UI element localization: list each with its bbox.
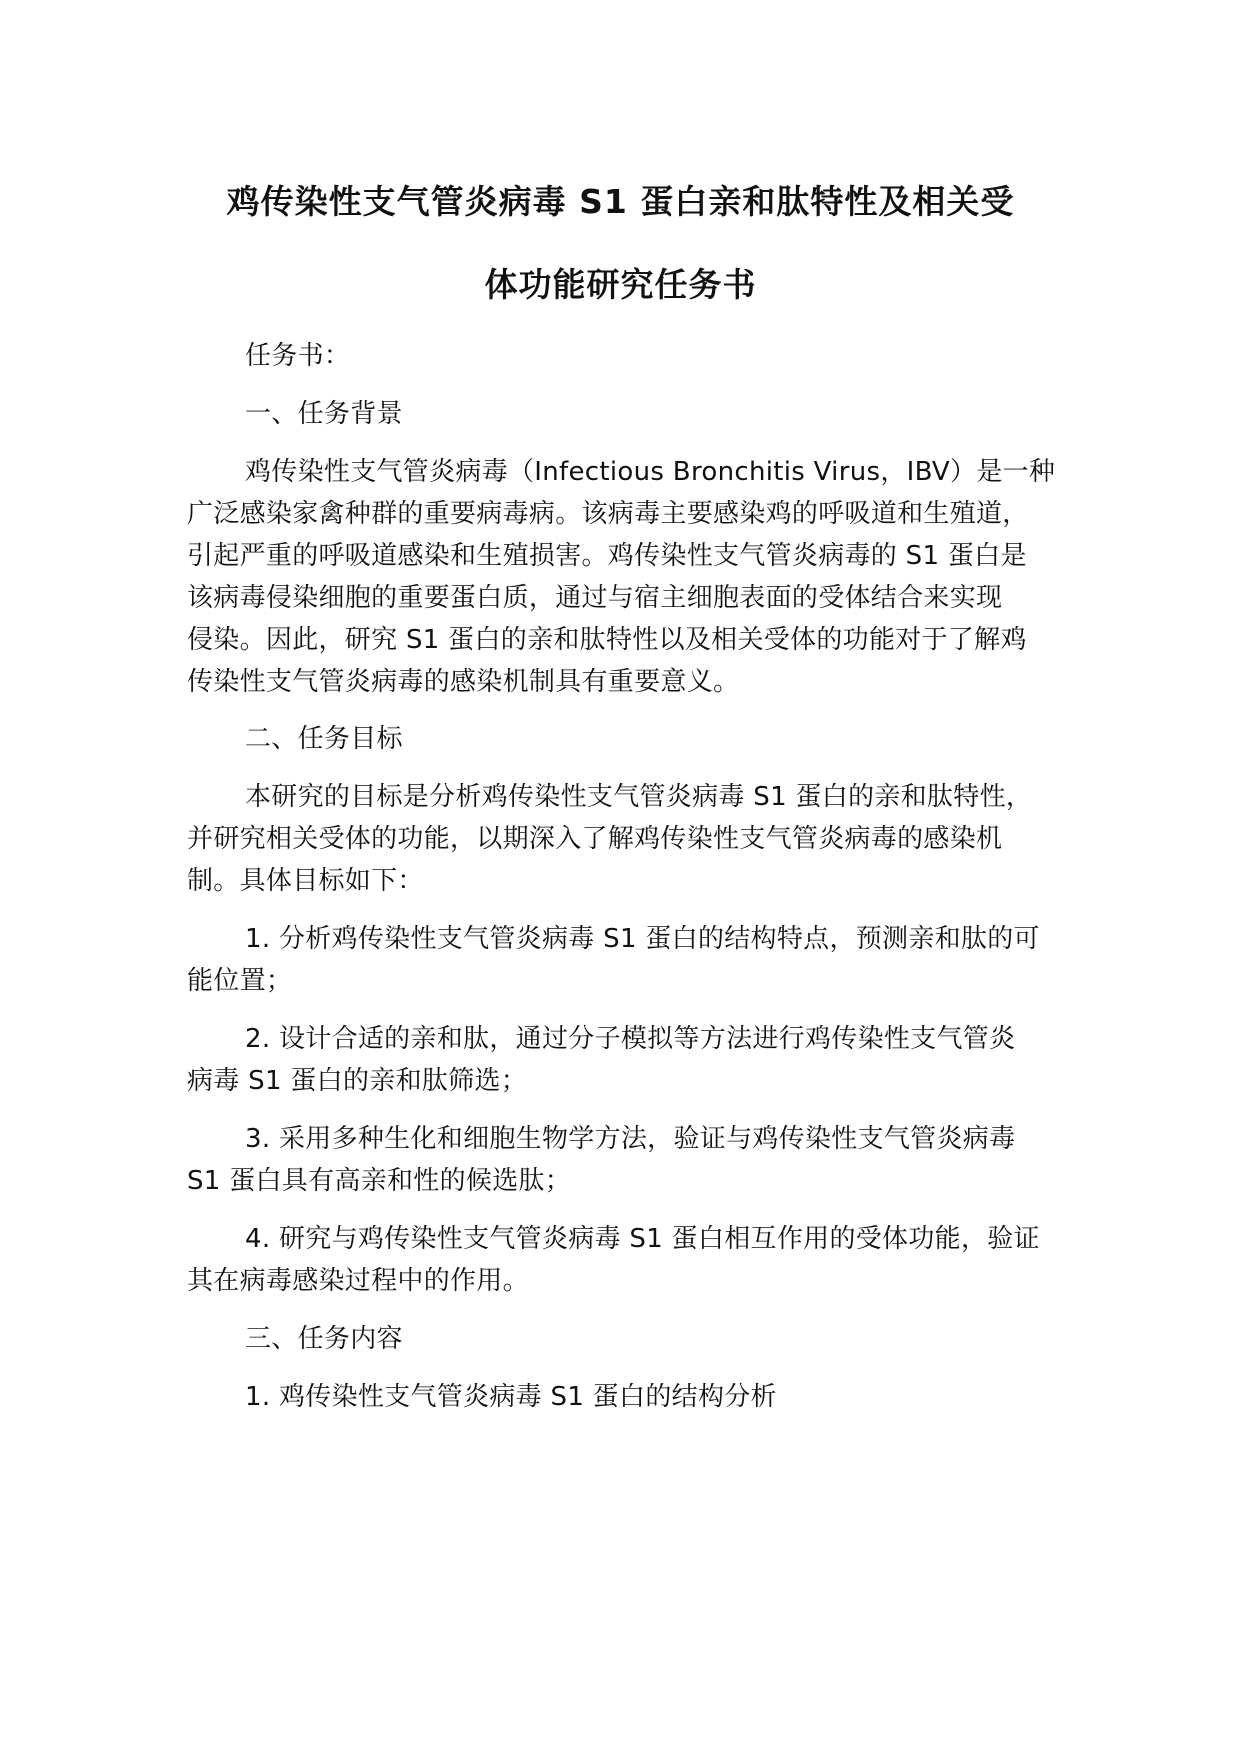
section-heading-objectives: 二、任务目标 xyxy=(245,724,403,754)
document-title-line-1: 鸡传染性支气管炎病毒 S1 蛋白亲和肽特性及相关受 xyxy=(226,182,1015,221)
goal-item-1: 1. 分析鸡传染性支气管炎病毒 S1 蛋白的结构特点，预测亲和肽的可 xyxy=(245,924,1040,954)
paragraph-line: 传染性支气管炎病毒的感染机制具有重要意义。 xyxy=(187,667,740,697)
task-book-label: 任务书： xyxy=(245,341,351,371)
content-item-1: 1. 鸡传染性支气管炎病毒 S1 蛋白的结构分析 xyxy=(245,1382,777,1412)
paragraph-line: 并研究相关受体的功能，以期深入了解鸡传染性支气管炎病毒的感染机 xyxy=(187,824,1003,854)
paragraph-line: 引起严重的呼吸道感染和生殖损害。鸡传染性支气管炎病毒的 S1 蛋白是 xyxy=(187,541,1027,571)
document-title-line-2: 体功能研究任务书 xyxy=(484,265,757,304)
goal-item-4: 4. 研究与鸡传染性支气管炎病毒 S1 蛋白相互作用的受体功能，验证 xyxy=(245,1224,1040,1254)
goal-item-2-continued: 病毒 S1 蛋白的亲和肽筛选； xyxy=(187,1066,528,1096)
section-heading-background: 一、任务背景 xyxy=(245,399,403,429)
paragraph-line: 该病毒侵染细胞的重要蛋白质，通过与宿主细胞表面的受体结合来实现 xyxy=(187,583,1003,613)
paragraph-line: 鸡传染性支气管炎病毒（Infectious Bronchitis Virus，IBV）是一种 xyxy=(245,457,1056,487)
paragraph-line: 侵染。因此，研究 S1 蛋白的亲和肽特性以及相关受体的功能对于了解鸡 xyxy=(187,625,1027,655)
goal-item-1-continued: 能位置； xyxy=(187,966,293,996)
paragraph-line: 广泛感染家禽种群的重要病毒病。该病毒主要感染鸡的呼吸道和生殖道， xyxy=(187,499,1029,529)
goal-item-2: 2. 设计合适的亲和肽，通过分子模拟等方法进行鸡传染性支气管炎 xyxy=(245,1024,1016,1054)
paragraph-line: 本研究的目标是分析鸡传染性支气管炎病毒 S1 蛋白的亲和肽特性， xyxy=(245,782,1033,812)
goal-item-3-continued: S1 蛋白具有高亲和性的候选肽； xyxy=(187,1166,572,1196)
goal-item-3: 3. 采用多种生化和细胞生物学方法，验证与鸡传染性支气管炎病毒 xyxy=(245,1124,1016,1154)
paragraph-line: 制。具体目标如下： xyxy=(187,866,424,896)
goal-item-4-continued: 其在病毒感染过程中的作用。 xyxy=(187,1266,529,1296)
section-heading-content: 三、任务内容 xyxy=(245,1324,403,1354)
